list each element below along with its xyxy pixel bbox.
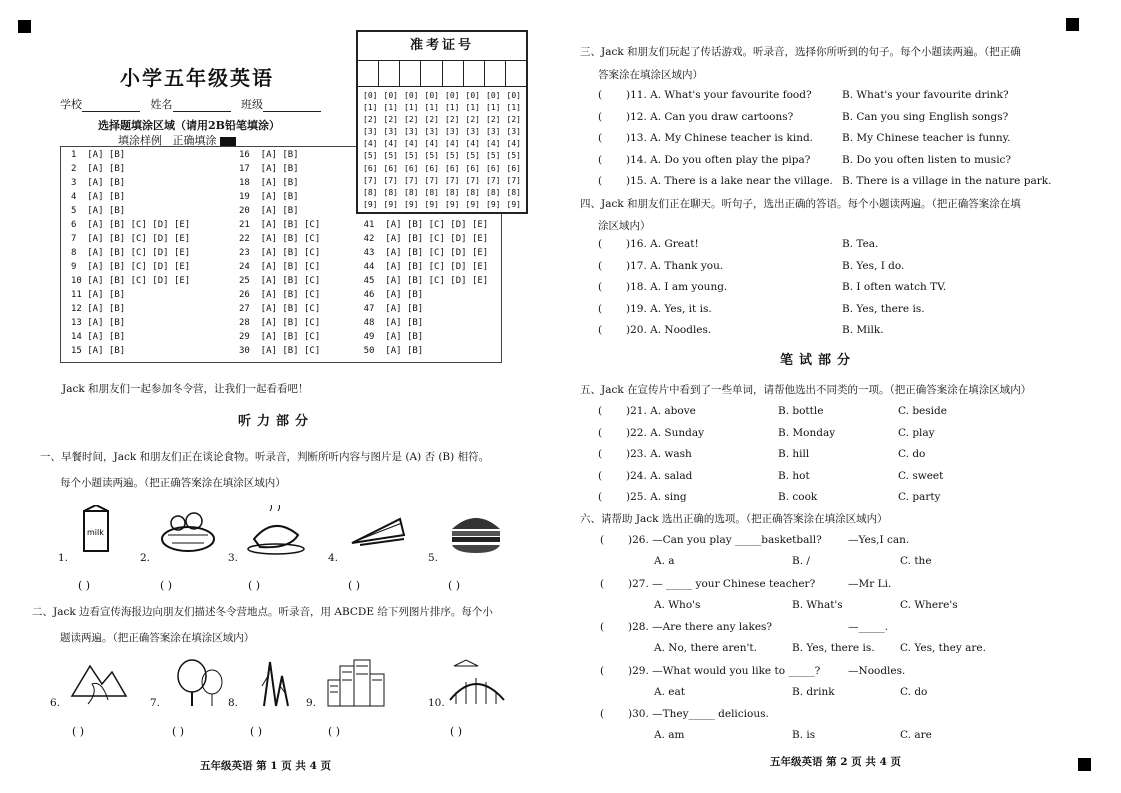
class-label: 班级 [241,98,263,111]
exam-digit-bubble[interactable]: [8] [506,187,521,197]
exam-digit-bubble[interactable]: [7] [506,175,521,185]
section2-instruction-2: 题读两遍。（把正确答案涂在填涂区域内） [60,632,255,644]
exam-digit-bubble[interactable]: [2] [445,115,460,125]
intro-text: Jack 和朋友们一起参加冬令营，让我们一起看看吧！ [62,383,309,395]
exam-digit-bubble[interactable]: [3] [363,127,378,137]
exam-digit-bubble[interactable]: [4] [506,139,521,149]
answer-row[interactable]: 2 [A] [B] 17 [A] [B] [71,164,299,174]
question-option-a: )19. A. Yes, it is. [626,302,712,315]
question-option-c: C. beside [898,405,947,417]
answer-parentheses[interactable]: ( [598,491,603,503]
exam-digit-column[interactable] [363,90,377,211]
question-option-a: A. a [654,555,675,567]
picture-number: 3. [228,552,239,564]
exam-digit-bubble[interactable]: [7] [445,175,460,185]
exam-digit-bubble[interactable]: [3] [404,127,419,137]
exam-digit-bubble[interactable]: [3] [506,127,521,137]
exam-digit-bubble[interactable]: [0] [363,91,378,100]
answer-row[interactable]: 7 [A] [B] [C] [D] [E] 22 [A] [B] [C] 42 [A] [B] [C] [D] [E] [71,234,489,244]
question-option-c: C. do [900,685,928,698]
exam-digit-bubble[interactable]: [0] [506,91,521,100]
filled-box-sample [220,137,236,146]
exam-digit-bubble[interactable]: [2] [383,115,398,125]
answer-parentheses[interactable]: ( [600,621,605,633]
svg-text:milk: milk [87,528,104,537]
exam-digit-bubble[interactable]: [3] [465,127,480,137]
exam-digit-bubble[interactable]: [6] [445,163,460,173]
exam-digit-bubble[interactable]: [2] [424,115,439,125]
exam-digit-bubble[interactable]: [5] [424,151,439,161]
question-option-a: )15. A. There is a lake near the village. [626,175,833,187]
food-picture [346,505,408,557]
question-option-c: C. do [898,448,926,460]
exam-digit-bubble[interactable]: [5] [363,151,378,161]
question-response: —_____. [848,621,889,633]
answer-row[interactable]: 1 [A] [B] 16 [A] [B] [71,150,299,160]
exam-digit-bubble[interactable]: [6] [363,163,378,173]
school-field[interactable] [82,99,140,112]
answer-parentheses[interactable]: ( [598,302,603,315]
exam-digit-bubble[interactable]: [1] [404,103,419,113]
exam-digit-bubble[interactable]: [0] [465,91,480,100]
answer-parentheses[interactable]: ( [598,259,603,272]
fill-area-title: 选择题填涂区域（请用2B铅笔填涂） [98,119,280,132]
question-option-b: B. What's your favourite drink? [842,89,1009,101]
answer-parentheses[interactable]: ( [598,405,603,417]
exam-digit-bubble[interactable]: [5] [404,151,419,161]
question-option-b: B. I often watch TV. [842,281,947,293]
picture-number: 5. [428,552,439,564]
exam-digit-bubble[interactable]: [8] [424,187,439,197]
answer-parentheses[interactable]: ( [598,426,603,439]
question-response: —Yes,I can. [848,534,910,546]
page-title: 小学五年级英语 [120,66,274,90]
correct-fill-label: 正确填涂 [172,134,217,147]
exam-number-input-cells[interactable] [358,60,526,87]
exam-digit-bubble[interactable]: [3] [424,127,439,137]
exam-digit-bubble[interactable]: [5] [445,151,460,161]
question-option-a: )14. A. Do you often play the pipa? [626,153,811,166]
food-picture [158,505,220,557]
exam-digit-bubble[interactable]: [6] [404,163,419,173]
question-option-a: )12. A. Can you draw cartoons? [626,110,794,123]
section5-instruction: 五、Jack 在宣传片中看到了一些单词，请帮他选出不同类的一项。（把正确答案涂在填涂区域内） [580,384,1032,396]
answer-parentheses[interactable]: ( [598,132,603,144]
exam-digit-bubble[interactable]: [5] [486,151,501,161]
exam-digit-bubble[interactable]: [6] [383,163,398,173]
question-stem: )28. —Are there any lakes? [628,621,773,633]
exam-number-bubbles[interactable] [360,90,524,211]
exam-digit-bubble[interactable]: [3] [383,127,398,137]
exam-digit-bubble[interactable]: [6] [486,163,501,173]
exam-digit-bubble[interactable]: [5] [506,151,521,161]
question-option-a: )18. A. I am young. [626,281,728,293]
answer-parentheses[interactable]: ( [598,469,603,482]
exam-digit-bubble[interactable]: [4] [424,139,439,149]
student-info [60,96,321,112]
picture-number: 1. [58,552,69,564]
answer-parentheses[interactable]: ( ) [348,579,361,592]
question-option-b: B. is [792,729,816,741]
answer-parentheses[interactable]: ( [598,238,603,250]
section3-instruction: 三、Jack 和朋友们玩起了传话游戏。听录音，选择你所听到的句子。每个小题读两遍。（把正确 [580,46,1021,58]
exam-digit-bubble[interactable]: [4] [363,139,378,149]
question-option-b: B. Milk. [842,324,884,336]
exam-digit-bubble[interactable]: [1] [486,103,501,113]
exam-digit-column[interactable] [425,90,439,211]
question-option-a: )22. A. Sunday [626,426,705,439]
question-option-b: B. drink [792,685,835,698]
answer-parentheses[interactable]: ( [600,664,605,677]
food-picture [446,505,508,557]
exam-digit-bubble[interactable]: [3] [486,127,501,137]
answer-row[interactable]: 13 [A] [B] 28 [A] [B] [C] 48 [A] [B] [71,318,424,328]
exam-digit-bubble[interactable]: [0] [383,91,398,100]
exam-digit-bubble[interactable]: [0] [486,91,501,100]
question-option-b: B. Do you often listen to music? [842,153,1012,166]
answer-parentheses[interactable]: ( [598,175,603,187]
question-option-b: B. Yes, there is. [792,642,875,654]
place-picture [324,656,414,710]
exam-digit-bubble[interactable]: [9] [445,199,460,209]
question-stem: )29. —What would you like to _____? [628,664,821,677]
question-option-c: C. sweet [898,469,944,482]
exam-digit-bubble[interactable]: [8] [486,187,501,197]
exam-digit-column[interactable] [507,90,521,211]
exam-digit-bubble[interactable]: [6] [465,163,480,173]
question-option-b: B. hill [778,448,810,460]
exam-digit-bubble[interactable]: [0] [404,91,419,100]
question-option-b: B. My Chinese teacher is funny. [842,132,1011,144]
exam-digit-bubble[interactable]: [9] [465,199,480,209]
exam-number-box [356,30,528,214]
question-option-b: B. What's [792,598,843,611]
exam-digit-bubble[interactable]: [6] [424,163,439,173]
section1-instruction-2: 每个小题读两遍。（把正确答案涂在填涂区域内） [60,477,286,489]
registration-mark [1066,18,1079,31]
exam-digit-bubble[interactable]: [4] [465,139,480,149]
class-field[interactable] [263,99,321,112]
exam-digit-bubble[interactable]: [9] [486,199,501,209]
answer-parentheses[interactable]: ( ) [78,579,91,592]
place-picture [68,656,130,710]
question-option-c: C. the [900,555,932,567]
exam-digit-bubble[interactable]: [9] [363,199,378,209]
exam-digit-bubble[interactable]: [9] [424,199,439,209]
exam-digit-bubble[interactable]: [1] [506,103,521,113]
answer-parentheses[interactable]: ( ) [328,725,341,738]
question-option-c: C. Yes, they are. [900,642,986,654]
registration-mark [1078,758,1091,771]
exam-digit-column[interactable] [384,90,398,211]
question-response: —Noodles. [848,664,906,677]
exam-digit-bubble[interactable]: [4] [383,139,398,149]
exam-digit-bubble[interactable]: [4] [486,139,501,149]
question-option-a: A. Who's [654,598,701,611]
question-option-a: )21. A. above [626,405,696,417]
name-field[interactable] [173,99,231,112]
school-label: 学校 [60,98,82,111]
exam-digit-bubble[interactable]: [3] [445,127,460,137]
section2-instruction: 二、Jack 边看宣传海报边向朋友们描述冬令营地点。听录音，用 ABCDE 给下列图片排序。每个小 [32,606,493,618]
exam-digit-bubble[interactable]: [0] [424,91,439,100]
picture-number: 8. [228,697,239,709]
section1-instruction: 一、早餐时间，Jack 和朋友们正在谈论食物。听录音，判断所听内容与图片是 (A) 否 (B) 相符。 [40,451,490,463]
exam-digit-column[interactable] [445,90,459,211]
answer-parentheses[interactable]: ( [598,281,603,293]
name-label: 姓名 [150,98,173,111]
picture-number: 6. [50,697,61,709]
place-picture [246,656,308,710]
place-picture [446,656,508,710]
exam-digit-bubble[interactable]: [8] [465,187,480,197]
question-option-b: B. Monday [778,426,836,439]
question-option-c: C. are [900,729,932,741]
section4-instruction-2: 涂区域内） [598,220,651,232]
exam-digit-bubble[interactable]: [9] [404,199,419,209]
exam-digit-bubble[interactable]: [9] [506,199,521,209]
exam-digit-bubble[interactable]: [4] [445,139,460,149]
exam-digit-bubble[interactable]: [8] [363,187,378,197]
written-section-title: 笔试部分 [780,353,857,368]
exam-digit-bubble[interactable]: [2] [465,115,480,125]
picture-number: 10. [428,697,445,709]
exam-digit-bubble[interactable]: [5] [465,151,480,161]
answer-parentheses[interactable]: ( ) [172,725,185,738]
exam-digit-bubble[interactable]: [2] [404,115,419,125]
question-option-a: )24. A. salad [626,469,693,482]
answer-parentheses[interactable]: ( [600,708,605,720]
question-option-b: B. cook [778,491,818,503]
answer-row[interactable]: 14 [A] [B] 29 [A] [B] [C] 49 [A] [B] [71,332,424,342]
exam-digit-bubble[interactable]: [9] [383,199,398,209]
exam-digit-bubble[interactable]: [1] [363,103,378,113]
question-option-c: C. party [898,491,941,503]
exam-digit-bubble[interactable]: [6] [506,163,521,173]
question-option-a: )23. A. wash [626,448,692,460]
answer-parentheses[interactable]: ( ) [250,725,263,738]
answer-parentheses[interactable]: ( [598,448,603,460]
question-stem: )27. — _____ your Chinese teacher? [628,577,816,590]
exam-digit-column[interactable] [486,90,500,211]
answer-parentheses[interactable]: ( [598,89,603,101]
question-option-a: A. No, there aren't. [654,642,757,654]
answer-row[interactable]: 9 [A] [B] [C] [D] [E] 24 [A] [B] [C] 44 [A] [B] [C] [D] [E] [71,262,489,272]
answer-row[interactable]: 5 [A] [B] 20 [A] [B] [71,206,299,216]
picture-number: 4. [328,552,339,564]
question-option-a: )20. A. Noodles. [626,324,712,336]
question-option-b: B. Yes, I do. [842,259,905,272]
question-option-b: B. There is a village in the nature park. [842,175,1052,187]
answer-row[interactable]: 8 [A] [B] [C] [D] [E] 23 [A] [B] [C] 43 [A] [B] [C] [D] [E] [71,248,489,258]
exam-digit-bubble[interactable]: [7] [363,175,378,185]
answer-row[interactable]: 15 [A] [B] 30 [A] [B] [C] 50 [A] [B] [71,346,424,356]
question-option-b: B. / [792,555,810,567]
question-stem: )26. —Can you play _____basketball? [628,534,822,546]
picture-number: 7. [150,697,161,709]
picture-number: 2. [140,552,151,564]
question-option-c: C. Where's [900,598,958,611]
question-option-a: )16. A. Great! [626,238,699,250]
exam-digit-bubble[interactable]: [5] [383,151,398,161]
exam-digit-bubble[interactable]: [1] [465,103,480,113]
exam-digit-bubble[interactable]: [2] [506,115,521,125]
answer-parentheses[interactable]: ( ) [450,725,463,738]
section6-instruction: 六、请帮助 Jack 选出正确的选项。（把正确答案涂在填涂区域内） [580,513,888,525]
question-option-c: C. play [898,426,935,439]
question-option-a: )25. A. sing [626,491,687,503]
section3-instruction-2: 答案涂在填涂区域内） [598,69,703,81]
question-option-a: A. eat [654,685,685,698]
answer-row[interactable]: 3 [A] [B] 18 [A] [B] [71,178,299,188]
food-picture [246,505,308,557]
question-option-b: B. hot [778,469,810,482]
question-option-a: )13. A. My Chinese teacher is kind. [626,132,814,144]
question-option-a: )17. A. Thank you. [626,259,724,272]
answer-row[interactable]: 4 [A] [B] 19 [A] [B] [71,192,299,202]
registration-mark [18,20,31,33]
page-footer-left: 五年级英语 第 1 页 共 4 页 [200,760,332,772]
place-picture [168,656,230,710]
answer-row[interactable]: 12 [A] [B] 27 [A] [B] [C] 47 [A] [B] [71,304,424,314]
exam-digit-bubble[interactable]: [1] [424,103,439,113]
exam-digit-bubble[interactable]: [2] [363,115,378,125]
question-option-b: B. Yes, there is. [842,302,925,315]
question-stem: )30. —They_____ delicious. [628,708,769,720]
question-option-a: A. am [654,729,685,741]
answer-row[interactable]: 11 [A] [B] 26 [A] [B] [C] 46 [A] [B] [71,290,424,300]
answer-parentheses[interactable]: ( [600,577,605,590]
answer-parentheses[interactable]: ( ) [72,725,85,738]
question-response: —Mr Li. [848,577,892,590]
page-footer-right: 五年级英语 第 2 页 共 4 页 [770,756,902,768]
listening-section-title: 听力部分 [238,414,315,429]
exam-digit-bubble[interactable]: [7] [383,175,398,185]
exam-digit-bubble[interactable]: [1] [445,103,460,113]
exam-digit-bubble[interactable]: [2] [486,115,501,125]
question-option-b: B. Can you sing English songs? [842,110,1009,123]
answer-parentheses[interactable]: ( [598,153,603,166]
exam-digit-column[interactable] [466,90,480,211]
exam-digit-bubble[interactable]: [7] [465,175,480,185]
exam-digit-bubble[interactable]: [8] [404,187,419,197]
fill-sample-label: 填涂样例 [118,134,162,147]
question-option-a: )11. A. What's your favourite food? [626,89,812,101]
exam-digit-bubble[interactable]: [7] [486,175,501,185]
question-option-b: B. Tea. [842,238,879,250]
answer-parentheses[interactable]: ( ) [248,579,261,592]
exam-digit-bubble[interactable]: [7] [424,175,439,185]
section4-instruction: 四、Jack 和朋友们正在聊天。听句子，选出正确的答语。每个小题读两遍。（把正确答案涂在填 [580,198,1021,210]
answer-parentheses[interactable]: ( [598,324,603,336]
exam-digit-bubble[interactable]: [8] [445,187,460,197]
picture-number: 9. [306,697,317,709]
answer-parentheses[interactable]: ( [598,110,603,123]
exam-digit-bubble[interactable]: [1] [383,103,398,113]
answer-row[interactable]: 6 [A] [B] [C] [D] [E] 21 [A] [B] [C] 41 [A] [B] [C] [D] [E] [71,220,489,230]
food-picture [76,505,138,557]
exam-digit-column[interactable] [404,90,418,211]
exam-digit-bubble[interactable]: [4] [404,139,419,149]
answer-parentheses[interactable]: ( ) [448,579,461,592]
answer-parentheses[interactable]: ( ) [160,579,173,592]
exam-digit-bubble[interactable]: [0] [445,91,460,100]
exam-number-title: 准考证号 [358,32,526,61]
exam-digit-bubble[interactable]: [8] [383,187,398,197]
question-option-b: B. bottle [778,405,824,417]
answer-parentheses[interactable]: ( [600,534,605,546]
answer-row[interactable]: 10 [A] [B] [C] [D] [E] 25 [A] [B] [C] 45 [A] [B] [C] [D] [E] [71,276,489,286]
exam-digit-bubble[interactable]: [7] [404,175,419,185]
